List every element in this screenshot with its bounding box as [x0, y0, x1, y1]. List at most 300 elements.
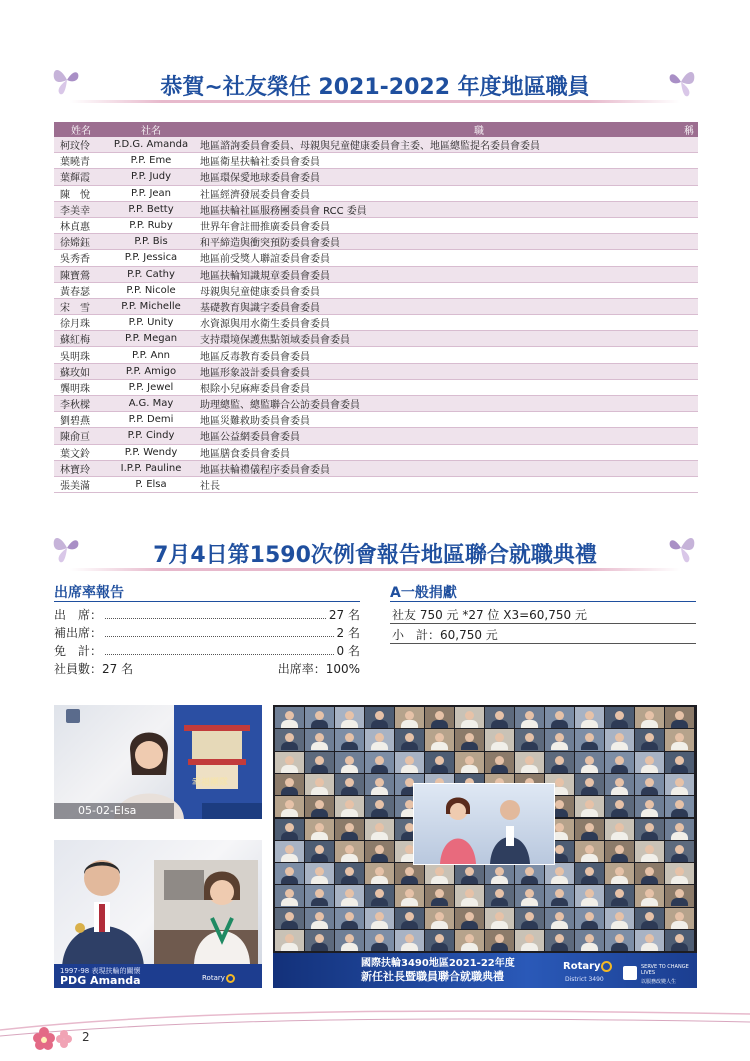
participant-face — [525, 867, 534, 876]
participant-body — [641, 943, 658, 951]
participant-face — [315, 800, 324, 809]
zoom-tile — [665, 752, 694, 773]
participant-body — [461, 876, 478, 884]
participant-face — [555, 778, 564, 787]
participant-body — [581, 765, 598, 773]
participant-body — [311, 876, 328, 884]
officer-club-name: P.P. Michelle — [108, 298, 194, 314]
zoom-tile — [605, 729, 634, 750]
zoom-tile — [275, 752, 304, 773]
zoom-tile — [635, 885, 664, 906]
participant-face — [405, 889, 414, 898]
table-row — [54, 476, 698, 492]
participant-body — [671, 720, 688, 728]
officer-club-name: P.P. Wendy — [108, 444, 194, 460]
officer-club-name: P.P. Eme — [108, 153, 194, 169]
participant-face — [345, 711, 354, 720]
participant-face — [615, 711, 624, 720]
participant-body — [431, 720, 448, 728]
zoom-tile — [275, 908, 304, 929]
participant-body — [341, 765, 358, 773]
zoom-tile — [335, 819, 364, 840]
participant-face — [525, 756, 534, 765]
zoom-tile — [395, 930, 424, 951]
participant-body — [461, 742, 478, 750]
participant-face — [525, 711, 534, 720]
participant-body — [281, 854, 298, 862]
participant-body — [431, 943, 448, 951]
participant-face — [645, 867, 654, 876]
zoom-tile — [665, 729, 694, 750]
rotary-wheel-icon — [601, 961, 612, 972]
dot-leader — [105, 636, 334, 637]
zoom-tile — [605, 885, 634, 906]
officer-title: 地區形象設計委員會委員 — [194, 363, 698, 379]
officer-name: 李美幸 — [54, 201, 108, 217]
participant-face — [585, 800, 594, 809]
donation-row-rule — [390, 623, 696, 624]
donation-line-1: 社友 750 元 *27 位 X3=60,750 元 — [392, 608, 587, 622]
participant-body — [401, 898, 418, 906]
zoom-tile — [275, 819, 304, 840]
zoom-tile — [455, 908, 484, 929]
participant-face — [495, 756, 504, 765]
participant-face — [615, 823, 624, 832]
zoom-tile — [545, 863, 574, 884]
officer-title: 世界年會註冊推廣委員會委員 — [194, 217, 698, 233]
table-row — [54, 444, 698, 460]
zoom-tile — [455, 930, 484, 951]
zoom-tile — [305, 707, 334, 728]
participant-face — [285, 934, 294, 943]
participant-face — [315, 778, 324, 787]
table-row — [54, 250, 698, 266]
participant-body — [371, 787, 388, 795]
participant-face — [375, 756, 384, 765]
participant-face — [675, 934, 684, 943]
zoom-tile — [665, 819, 694, 840]
participant-body — [311, 854, 328, 862]
zoom-tile — [605, 774, 634, 795]
participant-body — [311, 898, 328, 906]
participant-body — [551, 720, 568, 728]
zoom-tile — [395, 885, 424, 906]
zoom-tile — [515, 707, 544, 728]
zoom-tile — [425, 729, 454, 750]
participant-face — [465, 867, 474, 876]
zoom-tile — [575, 774, 604, 795]
participant-body — [431, 921, 448, 929]
participant-face — [285, 733, 294, 742]
participant-body — [401, 720, 418, 728]
participant-body — [551, 742, 568, 750]
zoom-tile — [485, 930, 514, 951]
participant-face — [285, 912, 294, 921]
table-row — [54, 169, 698, 185]
participant-body — [641, 720, 658, 728]
participant-body — [641, 876, 658, 884]
table-row — [54, 234, 698, 250]
participant-face — [555, 800, 564, 809]
zoom-tile — [515, 729, 544, 750]
zoom-tile — [515, 908, 544, 929]
participant-body — [311, 765, 328, 773]
zoom-tile — [365, 908, 394, 929]
zoom-tile — [305, 863, 334, 884]
participant-face — [675, 711, 684, 720]
makeup-label: 補出席： — [54, 626, 103, 640]
officer-name: 徐月珠 — [54, 315, 108, 331]
participant-body — [671, 943, 688, 951]
participant-body — [281, 787, 298, 795]
participant-body — [611, 742, 628, 750]
participant-body — [611, 898, 628, 906]
zoom-tile — [635, 863, 664, 884]
participant-body — [371, 898, 388, 906]
participant-body — [671, 809, 688, 817]
table-row — [54, 412, 698, 428]
participant-face — [495, 711, 504, 720]
zoom-tile — [305, 885, 334, 906]
participant-face — [345, 889, 354, 898]
zoom-tile — [575, 885, 604, 906]
participant-face — [345, 912, 354, 921]
participant-body — [581, 832, 598, 840]
officer-name: 宋 雪 — [54, 298, 108, 314]
participant-body — [641, 787, 658, 795]
participant-face — [675, 800, 684, 809]
participant-face — [375, 800, 384, 809]
zoom-tile — [305, 841, 334, 862]
officer-name: 吳明珠 — [54, 347, 108, 363]
zoom-tile — [305, 908, 334, 929]
participant-body — [371, 720, 388, 728]
participant-face — [615, 756, 624, 765]
officer-title: 地區扶輪知識規章委員會委員 — [194, 266, 698, 282]
zoom-tile — [455, 885, 484, 906]
title-underline — [70, 100, 680, 103]
zoom-tile — [335, 885, 364, 906]
participant-body — [341, 943, 358, 951]
participant-face — [645, 778, 654, 787]
participant-face — [345, 778, 354, 787]
participant-face — [315, 889, 324, 898]
participant-face — [555, 756, 564, 765]
participant-face — [675, 845, 684, 854]
zoom-tile — [275, 729, 304, 750]
officer-title: 和平締造與衝突預防委員會委員 — [194, 234, 698, 250]
officer-name: 陳 悅 — [54, 185, 108, 201]
participant-face — [465, 711, 474, 720]
participant-body — [281, 809, 298, 817]
participant-face — [555, 867, 564, 876]
participant-body — [311, 809, 328, 817]
table-row — [54, 331, 698, 347]
zoom-tile — [635, 908, 664, 929]
participant-face — [495, 889, 504, 898]
participant-body — [581, 720, 598, 728]
participant-face — [555, 934, 564, 943]
officer-title: 地區扶輪社區服務團委員會 RCC 委員 — [194, 201, 698, 217]
zoom-tile — [335, 863, 364, 884]
participant-face — [345, 867, 354, 876]
zoom-tile — [365, 729, 394, 750]
participant-face — [525, 912, 534, 921]
zoom-tile — [515, 863, 544, 884]
participant-body — [611, 854, 628, 862]
participant-face — [405, 733, 414, 742]
participant-face — [465, 912, 474, 921]
table-row — [54, 347, 698, 363]
title-underline — [70, 568, 680, 571]
officer-club-name: P.D.G. Amanda — [108, 137, 194, 153]
participant-body — [311, 921, 328, 929]
spotlight-people — [414, 784, 554, 864]
participant-body — [611, 765, 628, 773]
zoom-tile — [665, 930, 694, 951]
participant-face — [345, 845, 354, 854]
participant-body — [491, 742, 508, 750]
officer-name: 陳寶鶯 — [54, 266, 108, 282]
theme-logo-icon — [623, 966, 637, 980]
officer-club-name: I.P.P. Pauline — [108, 460, 194, 476]
participant-body — [341, 832, 358, 840]
participant-body — [371, 742, 388, 750]
officer-name: 蘇玫如 — [54, 363, 108, 379]
participant-face — [675, 823, 684, 832]
zoom-tile — [545, 908, 574, 929]
zoom-tile — [665, 841, 694, 862]
participant-body — [581, 742, 598, 750]
participant-body — [491, 765, 508, 773]
participant-face — [615, 845, 624, 854]
participant-face — [525, 733, 534, 742]
participant-body — [581, 809, 598, 817]
participant-body — [461, 898, 478, 906]
participant-face — [585, 711, 594, 720]
participant-body — [671, 876, 688, 884]
zoom-tile — [335, 908, 364, 929]
officer-name: 吳秀香 — [54, 250, 108, 266]
participant-body — [371, 854, 388, 862]
participant-body — [581, 876, 598, 884]
officer-club-name: P.P. Jean — [108, 185, 194, 201]
participant-face — [645, 823, 654, 832]
donation-heading: A一般捐獻 — [390, 585, 457, 601]
zoom-tile — [365, 930, 394, 951]
participant-body — [401, 742, 418, 750]
participant-body — [551, 943, 568, 951]
participant-face — [675, 889, 684, 898]
participant-body — [521, 898, 538, 906]
participant-face — [315, 711, 324, 720]
zoom-tile — [545, 752, 574, 773]
officer-name: 葉曉青 — [54, 153, 108, 169]
participant-body — [611, 943, 628, 951]
participant-face — [645, 711, 654, 720]
participant-body — [521, 943, 538, 951]
officer-club-name: P.P. Demi — [108, 412, 194, 428]
participant-body — [371, 832, 388, 840]
participant-body — [671, 854, 688, 862]
zoom-tile — [335, 707, 364, 728]
banner-rotary-logo: Rotary — [563, 961, 601, 972]
participant-body — [491, 921, 508, 929]
participant-face — [525, 934, 534, 943]
elsa-scene — [54, 705, 262, 819]
table-row — [54, 379, 698, 395]
participant-face — [645, 800, 654, 809]
participant-face — [405, 867, 414, 876]
zoom-tile — [275, 774, 304, 795]
zoom-tile — [455, 863, 484, 884]
zoom-tile — [605, 863, 634, 884]
officer-name: 林寶玲 — [54, 460, 108, 476]
participant-face — [435, 889, 444, 898]
zoom-tile — [425, 908, 454, 929]
participant-body — [431, 765, 448, 773]
officer-title: 地區膳食委員會委員 — [194, 444, 698, 460]
officer-club-name: P.P. Ann — [108, 347, 194, 363]
zoom-tile — [575, 841, 604, 862]
zoom-tile — [335, 752, 364, 773]
participant-face — [555, 912, 564, 921]
participant-face — [645, 889, 654, 898]
zoom-tile — [365, 752, 394, 773]
participant-body — [401, 921, 418, 929]
present-label: 出 席： — [54, 608, 103, 622]
participant-face — [435, 756, 444, 765]
members-count: 社員數：27 名 — [54, 662, 134, 676]
participant-body — [341, 898, 358, 906]
zoom-tile — [275, 863, 304, 884]
zoom-tile — [485, 752, 514, 773]
officer-club-name: P. Elsa — [108, 476, 194, 492]
zoom-tile — [305, 930, 334, 951]
table-row — [54, 185, 698, 201]
participant-face — [375, 845, 384, 854]
zoom-tile — [305, 729, 334, 750]
participant-face — [375, 934, 384, 943]
participant-body — [461, 921, 478, 929]
participant-face — [345, 934, 354, 943]
participant-body — [641, 921, 658, 929]
zoom-tile — [365, 863, 394, 884]
participant-face — [285, 711, 294, 720]
participant-face — [345, 823, 354, 832]
zoom-tile — [665, 707, 694, 728]
participant-body — [551, 765, 568, 773]
officer-name: 徐嫦鈺 — [54, 234, 108, 250]
officer-club-name: P.P. Jessica — [108, 250, 194, 266]
participant-face — [405, 912, 414, 921]
participant-body — [461, 765, 478, 773]
zoom-tile — [335, 796, 364, 817]
participant-face — [315, 733, 324, 742]
participant-face — [375, 823, 384, 832]
participant-body — [491, 876, 508, 884]
zoom-tile — [425, 885, 454, 906]
table-row — [54, 460, 698, 476]
participant-face — [405, 934, 414, 943]
zoom-tile — [545, 930, 574, 951]
participant-face — [555, 711, 564, 720]
table-row — [54, 315, 698, 331]
participant-body — [311, 742, 328, 750]
participant-face — [495, 934, 504, 943]
participant-face — [585, 867, 594, 876]
officer-name: 劉碧燕 — [54, 412, 108, 428]
table-row — [54, 153, 698, 169]
attendance-excused-row — [54, 641, 360, 659]
participant-body — [581, 898, 598, 906]
zoom-tile — [305, 752, 334, 773]
participant-body — [401, 943, 418, 951]
zoom-tile — [605, 819, 634, 840]
zoom-tile — [305, 774, 334, 795]
participant-body — [641, 809, 658, 817]
officer-title: 支持環境保護焦點領域委員會委員 — [194, 331, 698, 347]
column-header-title: 職 稱 — [194, 122, 698, 137]
participant-face — [585, 912, 594, 921]
officer-name: 李秋樑 — [54, 396, 108, 412]
zoom-tile — [665, 774, 694, 795]
meeting-title: 7月4日第1590次例會報告地區聯合就職典禮 — [153, 543, 597, 568]
participant-face — [645, 912, 654, 921]
zoom-tile — [305, 819, 334, 840]
photo-caption: 05-02-Elsa — [78, 804, 137, 817]
zoom-tile — [545, 885, 574, 906]
zoom-tile — [455, 729, 484, 750]
participant-face — [585, 934, 594, 943]
participant-body — [281, 742, 298, 750]
table-row — [54, 396, 698, 412]
zoom-tile — [515, 752, 544, 773]
participant-face — [525, 889, 534, 898]
officer-name: 龔明珠 — [54, 379, 108, 395]
rotary-wheel-icon — [226, 974, 235, 983]
participant-body — [431, 876, 448, 884]
participant-body — [281, 876, 298, 884]
officer-club-name: P.P. Jewel — [108, 379, 194, 395]
participant-body — [551, 876, 568, 884]
officer-title: 水資源與用水衛生委員會委員 — [194, 315, 698, 331]
participant-body — [491, 720, 508, 728]
participant-face — [465, 756, 474, 765]
zoom-tile — [485, 863, 514, 884]
zoom-tile — [455, 752, 484, 773]
banner-district: District 3490 — [565, 976, 604, 983]
participant-body — [521, 742, 538, 750]
participant-face — [285, 889, 294, 898]
officer-club-name: P.P. Amigo — [108, 363, 194, 379]
donation-line-2: 小 計：60,750 元 — [392, 628, 498, 642]
participant-face — [285, 823, 294, 832]
column-header-name: 姓名 — [54, 122, 108, 137]
participant-face — [645, 845, 654, 854]
officer-name: 蘇紅梅 — [54, 331, 108, 347]
column-header-club-name: 社名 — [108, 122, 194, 137]
participant-body — [581, 921, 598, 929]
participant-body — [281, 943, 298, 951]
officer-club-name: P.P. Judy — [108, 169, 194, 185]
zoom-tile — [545, 729, 574, 750]
zoom-tile — [635, 752, 664, 773]
page-title: 恭賀~社友榮任 2021-2022 年度地區職員 — [160, 75, 590, 100]
table-row — [54, 217, 698, 233]
zoom-tile — [605, 796, 634, 817]
participant-body — [371, 921, 388, 929]
